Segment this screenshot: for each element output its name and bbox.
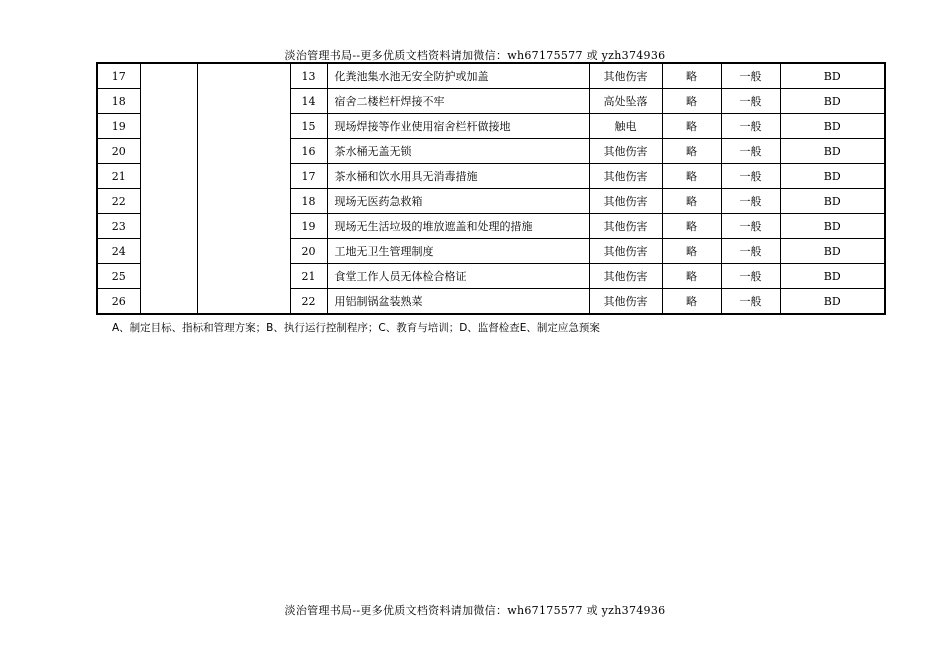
- accident-type-cell: 其他伤害: [589, 63, 662, 89]
- hazard-description-cell: 现场焊接等作业使用宿舍栏杆做接地: [327, 114, 589, 139]
- risk-level-cell: 一般: [721, 164, 780, 189]
- hazard-description-cell: 茶水桶无盖无锁: [327, 139, 589, 164]
- item-number-cell: 16: [290, 139, 327, 164]
- item-number-cell: 18: [290, 189, 327, 214]
- risk-level-cell: 一般: [721, 289, 780, 315]
- risk-table: [96, 62, 886, 315]
- accident-type-cell: 其他伤害: [589, 214, 662, 239]
- row-seq-cell: 17: [97, 63, 140, 89]
- row-seq-cell: 21: [97, 164, 140, 189]
- item-number-cell: 14: [290, 89, 327, 114]
- row-seq-cell: 20: [97, 139, 140, 164]
- merged-category-cell: [140, 63, 197, 314]
- item-number-cell: 20: [290, 239, 327, 264]
- accident-type-cell: 触电: [589, 114, 662, 139]
- hazard-description-cell: 用铝制锅盆装熟菜: [327, 289, 589, 315]
- table-row: [97, 63, 885, 89]
- risk-level-cell: 一般: [721, 114, 780, 139]
- detail-cell: 略: [662, 289, 721, 315]
- hazard-description-cell: 茶水桶和饮水用具无消毒措施: [327, 164, 589, 189]
- risk-level-cell: 一般: [721, 239, 780, 264]
- hazard-description-cell: 工地无卫生管理制度: [327, 239, 589, 264]
- risk-level-cell: 一般: [721, 214, 780, 239]
- detail-cell: 略: [662, 164, 721, 189]
- accident-type-cell: 其他伤害: [589, 264, 662, 289]
- item-number-cell: 22: [290, 289, 327, 315]
- control-measure-cell: BD: [780, 114, 885, 139]
- control-measure-cell: BD: [780, 63, 885, 89]
- control-measure-cell: BD: [780, 264, 885, 289]
- control-measure-cell: BD: [780, 164, 885, 189]
- control-measure-cell: BD: [780, 139, 885, 164]
- row-seq-cell: 18: [97, 89, 140, 114]
- row-seq-cell: 22: [97, 189, 140, 214]
- risk-level-cell: 一般: [721, 189, 780, 214]
- row-seq-cell: 19: [97, 114, 140, 139]
- risk-level-cell: 一般: [721, 63, 780, 89]
- measures-legend: A、制定目标、指标和管理方案；B、执行运行控制程序；C、教育与培训；D、监督检查E、制定应急预案: [112, 322, 600, 334]
- detail-cell: 略: [662, 214, 721, 239]
- detail-cell: 略: [662, 139, 721, 164]
- control-measure-cell: BD: [780, 214, 885, 239]
- accident-type-cell: 其他伤害: [589, 189, 662, 214]
- detail-cell: 略: [662, 63, 721, 89]
- hazard-description-cell: 宿舍二楼栏杆焊接不牢: [327, 89, 589, 114]
- item-number-cell: 21: [290, 264, 327, 289]
- page-header: 淡治管理书局--更多优质文档资料请加微信：wh67175577 或 yzh374936: [284, 49, 666, 62]
- accident-type-cell: 其他伤害: [589, 139, 662, 164]
- accident-type-cell: 其他伤害: [589, 289, 662, 315]
- hazard-description-cell: 现场无医药急救箱: [327, 189, 589, 214]
- control-measure-cell: BD: [780, 289, 885, 315]
- hazard-description-cell: 食堂工作人员无体检合格证: [327, 264, 589, 289]
- hazard-description-cell: 现场无生活垃圾的堆放遮盖和处理的措施: [327, 214, 589, 239]
- item-number-cell: 15: [290, 114, 327, 139]
- risk-level-cell: 一般: [721, 264, 780, 289]
- merged-activity-cell: [197, 63, 290, 314]
- row-seq-cell: 25: [97, 264, 140, 289]
- row-seq-cell: 23: [97, 214, 140, 239]
- risk-level-cell: 一般: [721, 89, 780, 114]
- accident-type-cell: 其他伤害: [589, 239, 662, 264]
- row-seq-cell: 24: [97, 239, 140, 264]
- row-seq-cell: 26: [97, 289, 140, 315]
- hazard-description-cell: 化粪池集水池无安全防护或加盖: [327, 63, 589, 89]
- accident-type-cell: 高处坠落: [589, 89, 662, 114]
- detail-cell: 略: [662, 239, 721, 264]
- detail-cell: 略: [662, 264, 721, 289]
- detail-cell: 略: [662, 114, 721, 139]
- risk-table-body: [97, 63, 885, 314]
- detail-cell: 略: [662, 189, 721, 214]
- item-number-cell: 13: [290, 63, 327, 89]
- item-number-cell: 19: [290, 214, 327, 239]
- accident-type-cell: 其他伤害: [589, 164, 662, 189]
- risk-level-cell: 一般: [721, 139, 780, 164]
- page-footer: 淡治管理书局--更多优质文档资料请加微信：wh67175577 或 yzh374936: [284, 604, 666, 617]
- item-number-cell: 17: [290, 164, 327, 189]
- control-measure-cell: BD: [780, 89, 885, 114]
- detail-cell: 略: [662, 89, 721, 114]
- control-measure-cell: BD: [780, 239, 885, 264]
- control-measure-cell: BD: [780, 189, 885, 214]
